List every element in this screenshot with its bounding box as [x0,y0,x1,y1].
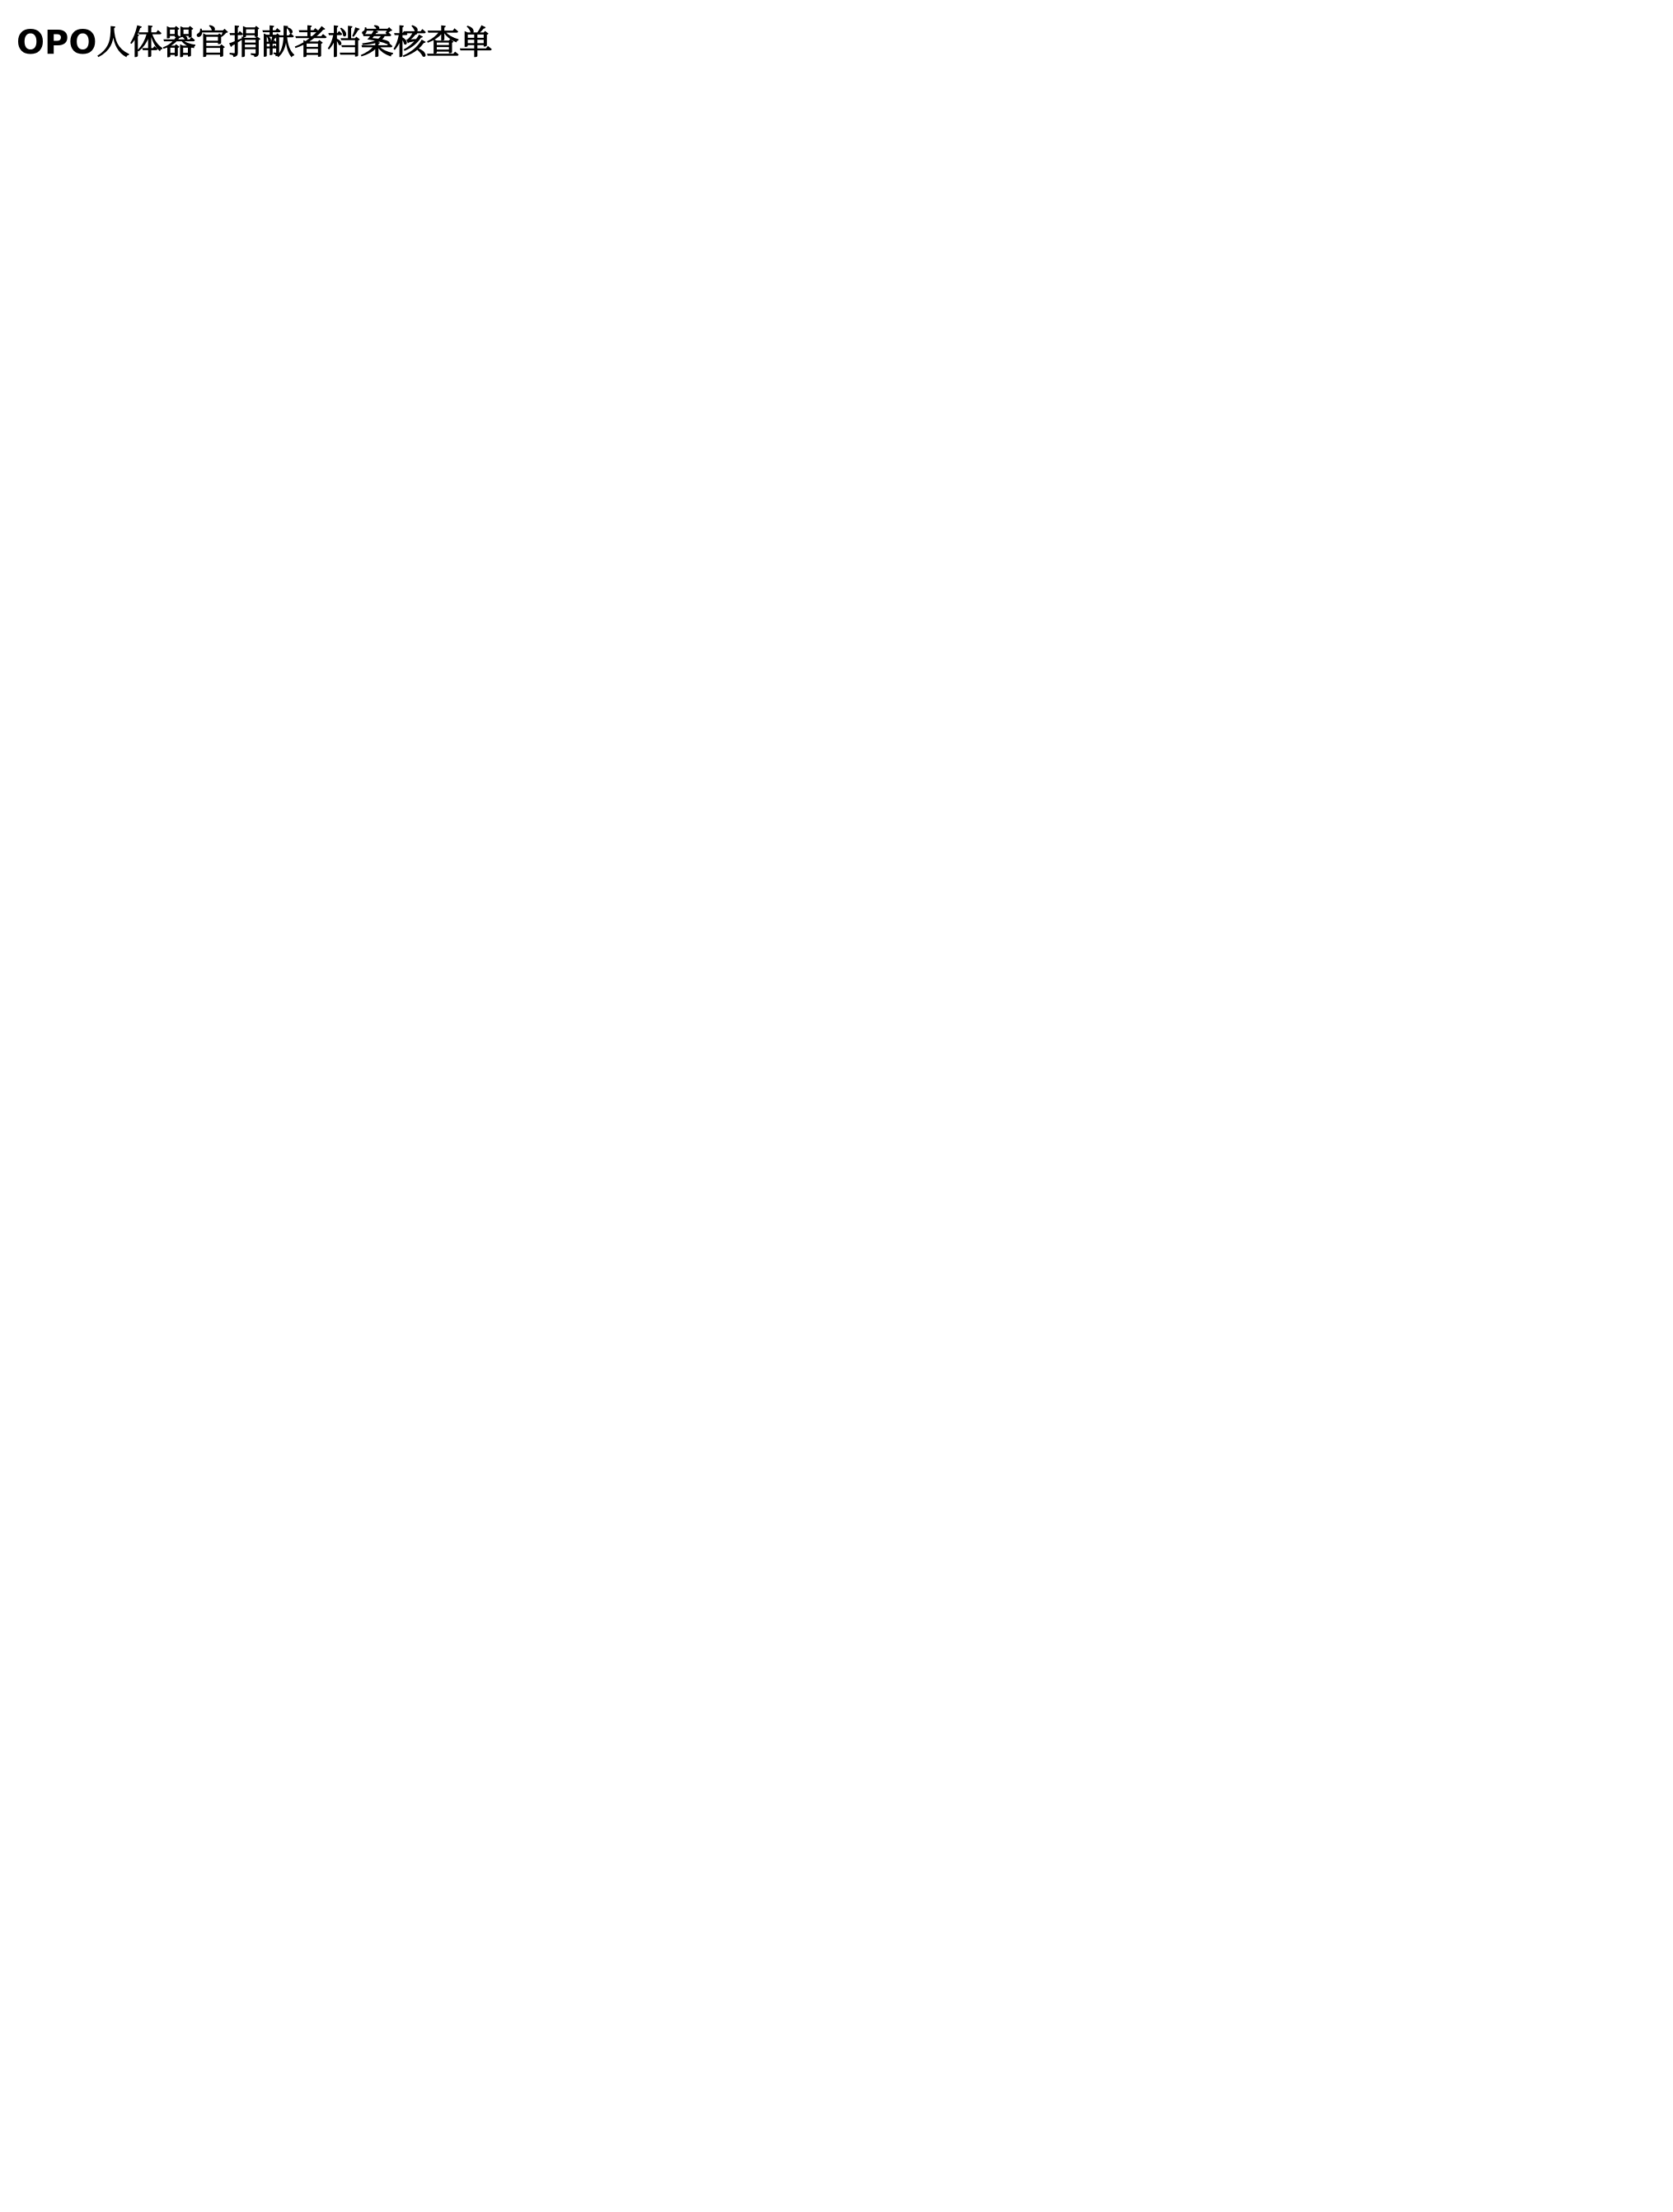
title: OPO人体器官捐献者档案核查单 [16,24,493,62]
